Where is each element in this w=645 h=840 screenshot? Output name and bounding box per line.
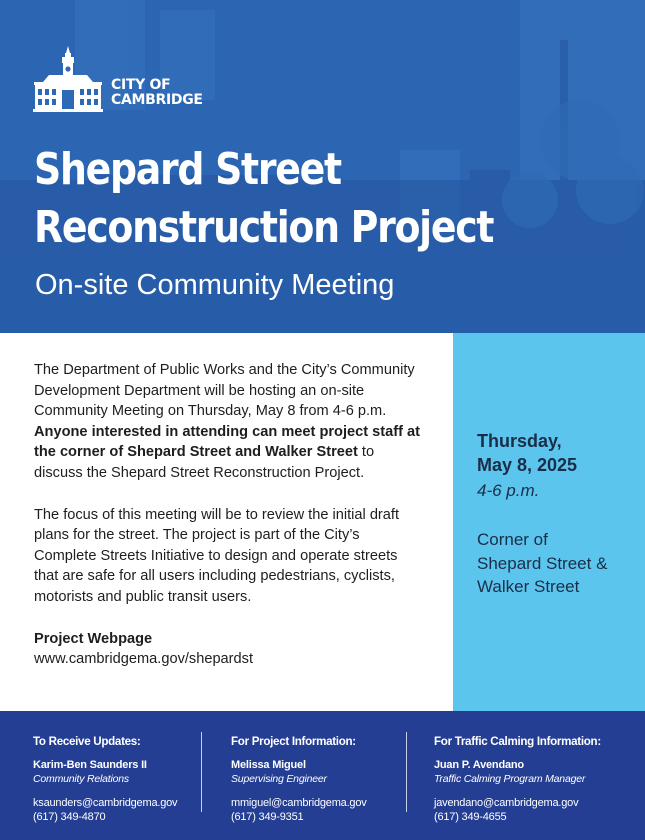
contact-heading: To Receive Updates: bbox=[33, 735, 141, 748]
event-date bbox=[477, 429, 577, 477]
contact-phone[interactable]: (617) 349-4655 bbox=[434, 811, 507, 823]
title-line-2: Reconstruction Project bbox=[34, 202, 494, 253]
contact-phone[interactable]: (617) 349-4870 bbox=[33, 811, 106, 823]
webpage-label: Project Webpage bbox=[34, 630, 153, 647]
contact-traffic-calming bbox=[434, 735, 601, 824]
event-full-date: May 8, 2025 bbox=[477, 455, 578, 475]
location-line-3: Walker Street bbox=[477, 577, 580, 596]
page-title bbox=[34, 141, 493, 257]
contact-email[interactable]: mmiguel@cambridgema.gov bbox=[231, 797, 367, 809]
intro-paragraph bbox=[34, 360, 424, 484]
contact-role: Supervising Engineer bbox=[231, 773, 327, 785]
contact-email[interactable]: ksaunders@cambridgema.gov bbox=[33, 797, 178, 809]
focus-paragraph: The focus of this meeting will be to review the initial draft plans for the street. The project is part of the City’s Complete Streets Initiative to design and operate streets that are safe for all users including pedestrians, cyclists, motorists and public transit users. bbox=[34, 506, 400, 605]
footer-divider bbox=[201, 732, 202, 812]
contact-name: Karim-Ben Saunders II bbox=[33, 759, 147, 771]
intro-text-bold: Anyone interested in attending can meet project staff at the corner of Shepard Street and Walker Street bbox=[34, 423, 420, 461]
page-subtitle: On-site Community Meeting bbox=[35, 269, 395, 301]
hero-banner bbox=[0, 0, 645, 333]
project-webpage bbox=[34, 629, 424, 670]
contact-heading: For Project Information: bbox=[231, 735, 356, 748]
event-location bbox=[477, 528, 637, 599]
contact-phone[interactable]: (617) 349-9351 bbox=[231, 811, 304, 823]
logo-line-2: CAMBRIDGE bbox=[111, 92, 203, 108]
contact-footer bbox=[0, 711, 645, 840]
logo-wordmark bbox=[111, 78, 203, 108]
title-line-1: Shepard Street bbox=[34, 144, 341, 195]
webpage-link[interactable]: www.cambridgema.gov/shepardst bbox=[34, 651, 254, 668]
intro-text-end: to discuss the Shepard Street Reconstruction Project. bbox=[34, 444, 375, 481]
contact-updates bbox=[33, 735, 177, 824]
contact-heading: For Traffic Calming Information: bbox=[434, 735, 601, 748]
event-time: 4-6 p.m. bbox=[477, 481, 540, 500]
location-line-1: Corner of bbox=[477, 530, 548, 549]
city-hall-logo-icon bbox=[33, 44, 105, 114]
location-line-2: Shepard Street & bbox=[477, 553, 608, 573]
body-content bbox=[34, 360, 424, 670]
event-details-panel bbox=[453, 333, 645, 711]
contact-project bbox=[231, 735, 367, 824]
contact-name: Juan P. Avendano bbox=[434, 759, 524, 771]
footer-divider bbox=[406, 732, 407, 812]
logo-line-1: CITY OF bbox=[111, 77, 171, 93]
contact-name: Melissa Miguel bbox=[231, 759, 306, 771]
contact-role: Traffic Calming Program Manager bbox=[434, 773, 586, 785]
city-logo bbox=[33, 44, 203, 114]
contact-role: Community Relations bbox=[33, 773, 129, 785]
contact-email[interactable]: javendano@cambridgema.gov bbox=[434, 797, 579, 809]
intro-text-start: The Department of Public Works and the City’s Community Development Department will be hosting an on-site Community Meeting on Thursday, May 8 from 4-6 p.m. bbox=[34, 362, 415, 420]
event-day: Thursday, bbox=[477, 431, 562, 451]
